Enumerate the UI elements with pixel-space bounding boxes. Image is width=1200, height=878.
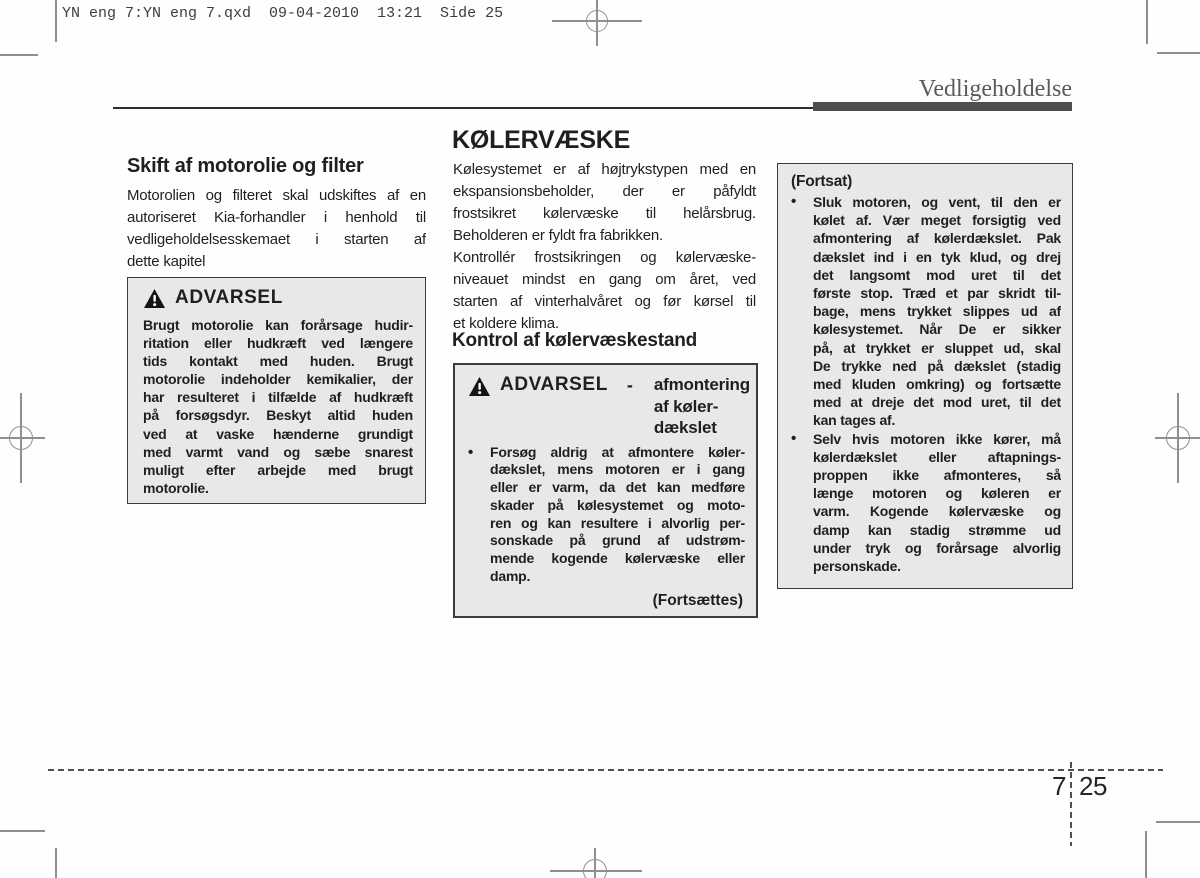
registration-mark-bottom-circle <box>583 859 607 878</box>
chapter-number: 7 <box>1052 771 1066 801</box>
warning-bullet <box>791 193 1061 430</box>
section-heading-oil-filter: Skift af motorolie og filter <box>127 155 364 177</box>
warning-bullet <box>791 430 1061 576</box>
paragraph-oil-filter: Motorolien og filteret skal udskiftes af en autoriseret Kia-forhandler i henhold til vedligeholdelsesskemaet i starten af dette kapitel <box>127 187 426 270</box>
warning-box-continued <box>777 163 1073 589</box>
subsection-heading-coolant-level: Kontrol af kølervæskestand <box>452 330 698 351</box>
header-accent-bar <box>813 102 1072 111</box>
bullet-marker: • <box>468 443 474 461</box>
page-number: 25 <box>1079 771 1107 801</box>
registration-mark-top-circle <box>586 10 608 32</box>
footer-dashed-divider <box>1070 762 1072 846</box>
continued-label: (Fortsat) <box>791 173 853 190</box>
page-header-title: Vedligeholdelse <box>918 76 1072 102</box>
warning-subtitle: afmontering af køler- dækslet <box>653 375 750 437</box>
bullet-marker: • <box>791 193 797 210</box>
footer-dashed-rule <box>48 769 1163 771</box>
warning-box-radiator-cap <box>453 363 758 618</box>
bullet-marker: • <box>791 429 797 447</box>
paragraph-coolant-2: Kontrollér frostsikringen og kølervæske- niveauet mindst en gang om året, ved starten af vinterhalvåret og før kørsel til et koldere klima. <box>453 249 756 332</box>
warning-box-used-oil <box>127 277 426 504</box>
crop-mark-bottom-left-horizontal <box>0 830 45 832</box>
registration-mark-right-circle <box>1166 426 1190 450</box>
paragraph-coolant-1: Kølesystemet er af højtrykstypen med en ekspansionsbeholder, der er påfyldt frostsikret kølervæske til helårsbrug. Beholderen er fyldt fra fabrikken. <box>453 161 756 244</box>
warning-bullet <box>468 444 745 586</box>
bullet-text: Sluk motoren, og vent, til den er kølet af. Vær meget forsigtig ved afmontering af kølerdækslet. Pak dækslet ind i en tyk klud, og drej det langsomt mod uret til det første stop. Træd et par skridt til- bage, mens trykket slippes ud af kølesystemet. Når De er sikker på, at trykket er sluppet ud, skal De trykke ned på dækslet (stadig med kluden omkring) og fortsætte med at dreje det mod uret, til det kan tages af. <box>813 194 1061 429</box>
crop-mark-top-right-horizontal <box>1157 52 1200 54</box>
warning-triangle-icon <box>143 288 166 309</box>
bullet-text: Selv hvis motoren ikke kører, må kølerdækslet eller aftapnings- proppen ikke afmonteres, så længe motoren og køleren er varm. Kogende kølervæske og damp kan stadig strømme ud under tryk og forårsage alvorlig personskade. <box>813 430 1061 575</box>
warning-title-dash: - <box>626 375 633 395</box>
continued-note: (Fortsættes) <box>652 591 743 609</box>
crop-mark-top-left-vertical <box>55 0 57 42</box>
crop-mark-top-right-vertical <box>1146 0 1148 44</box>
warning-title: ADVARSEL <box>175 287 283 308</box>
crop-mark-bottom-right-horizontal <box>1156 821 1200 823</box>
print-slug-line: YN eng 7:YN eng 7.qxd 09-04-2010 13:21 Side 25 <box>62 5 504 22</box>
section-heading-coolant: KØLERVÆSKE <box>452 126 631 154</box>
warning-triangle-icon <box>468 376 491 397</box>
warning-header <box>143 287 413 309</box>
crop-mark-bottom-right-vertical <box>1145 831 1147 878</box>
header-rule <box>113 107 815 109</box>
crop-mark-bottom-left-vertical <box>55 848 57 878</box>
crop-mark-top-left-horizontal <box>0 54 38 56</box>
bullet-text: Forsøg aldrig at afmontere køler- dækslet, mens motoren er i gang eller er varm, da det kan medføre skader på kølesystemet og moto- ren og kan resultere i alvorlig per- sonskade på grund af udstrøm- mende kogende kølervæske eller damp. <box>490 443 745 585</box>
warning-body: Brugt motorolie kan forårsage hudir- ritation eller hudkræft ved længere tids kontakt med huden. Brugt motorolie indeholder kemikalier, der har resulteret i tilfælde af hudkræft på forsøgsdyr. Beskyt altid huden ved at vaske hænderne grundigt med varmt vand og sæbe snarest muligt efter arbejde med brugt motorolie. <box>143 317 413 496</box>
registration-mark-left-circle <box>9 426 33 450</box>
warning-header <box>468 374 750 439</box>
warning-title: ADVARSEL <box>500 374 608 395</box>
